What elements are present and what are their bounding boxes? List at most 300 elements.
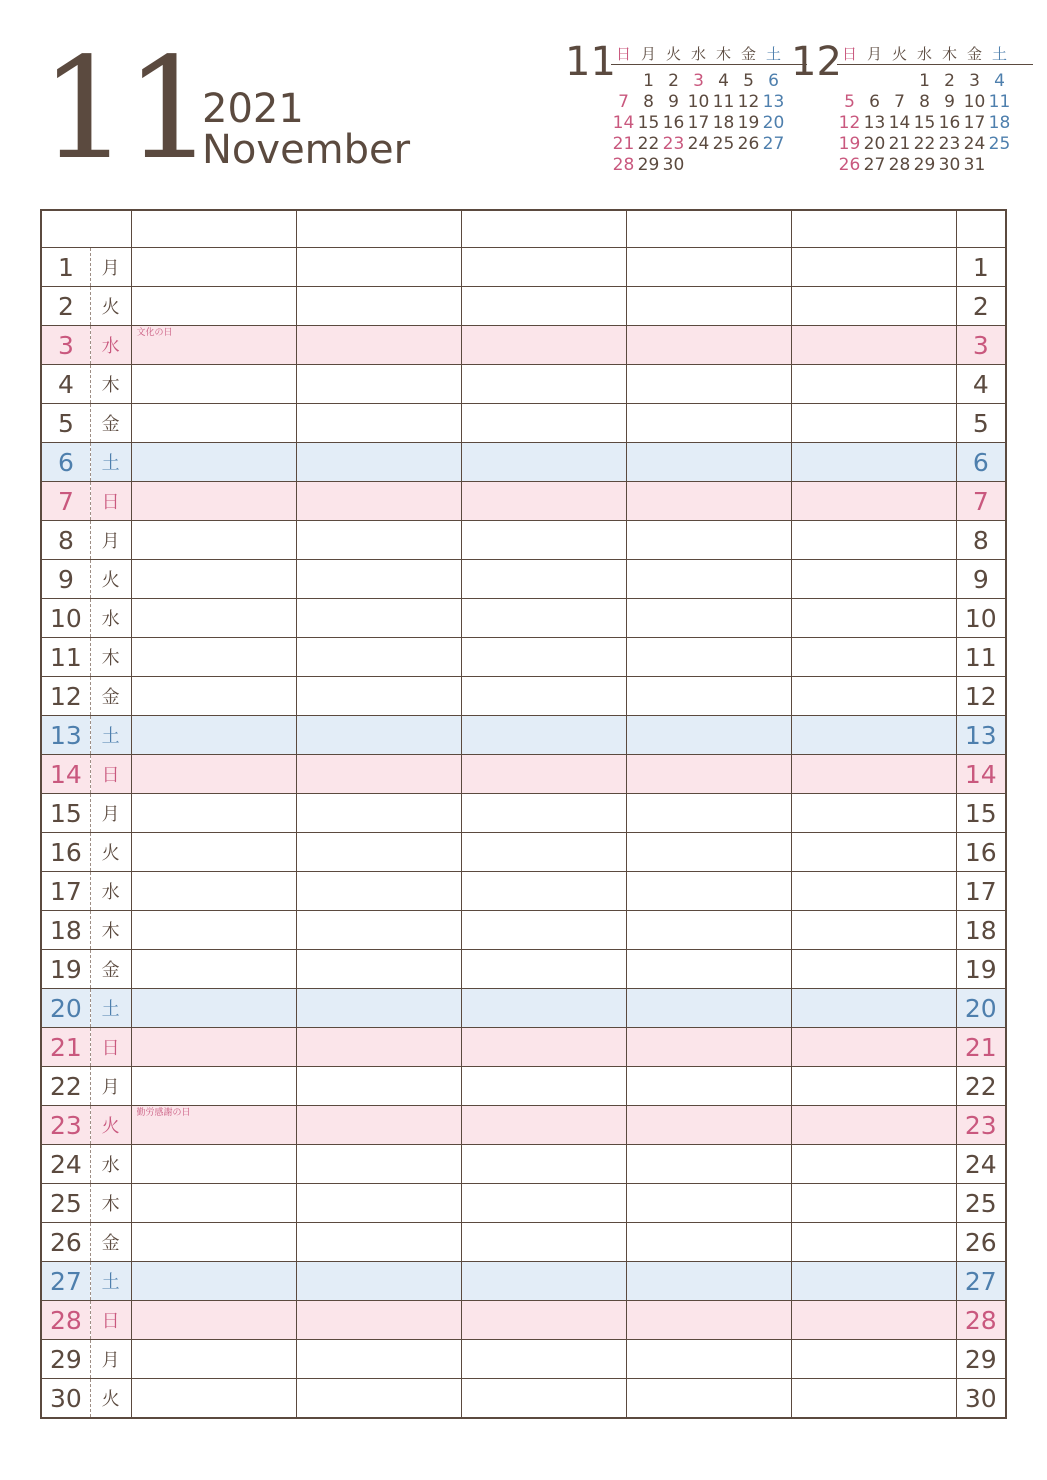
schedule-cell[interactable]	[626, 1184, 791, 1223]
day-row	[41, 326, 1006, 365]
mini-weekday: 土	[991, 45, 1007, 63]
day-row	[41, 1028, 1006, 1067]
day-number-right: 5	[956, 404, 1006, 443]
day-weekday: 日	[90, 1028, 131, 1067]
schedule-cell[interactable]	[791, 521, 956, 560]
schedule-cell[interactable]	[626, 1262, 791, 1301]
month-name-label: November	[202, 127, 411, 173]
schedule-cell[interactable]	[296, 1262, 461, 1301]
schedule-cell[interactable]	[131, 482, 296, 521]
schedule-cell[interactable]	[296, 443, 461, 482]
schedule-cell[interactable]	[626, 911, 791, 950]
day-weekday: 金	[90, 1223, 131, 1262]
mini-calendar-november	[565, 40, 805, 180]
day-number-right: 22	[956, 1067, 1006, 1106]
mini-day: 31	[963, 155, 986, 175]
mini-day: 2	[944, 71, 955, 91]
schedule-cell[interactable]	[131, 833, 296, 872]
day-number: 29	[41, 1340, 90, 1379]
schedule-cell[interactable]	[626, 716, 791, 755]
mini-day: 7	[894, 92, 905, 112]
schedule-cell[interactable]	[131, 365, 296, 404]
day-number: 2	[41, 287, 90, 326]
schedule-cell[interactable]	[791, 1067, 956, 1106]
day-row	[41, 599, 1006, 638]
schedule-cell[interactable]	[131, 1106, 296, 1145]
schedule-cell[interactable]	[296, 755, 461, 794]
schedule-cell[interactable]	[131, 755, 296, 794]
schedule-cell[interactable]	[791, 1262, 956, 1301]
schedule-cell[interactable]	[461, 1262, 626, 1301]
schedule-cell[interactable]	[626, 638, 791, 677]
schedule-cell[interactable]	[131, 989, 296, 1028]
schedule-cell[interactable]	[461, 1145, 626, 1184]
mini-day: 14	[612, 113, 635, 133]
schedule-cell[interactable]	[131, 1379, 296, 1419]
day-weekday: 日	[90, 482, 131, 521]
mini-day: 17	[687, 113, 710, 133]
day-number-right: 15	[956, 794, 1006, 833]
day-row	[41, 1379, 1006, 1419]
day-row	[41, 287, 1006, 326]
schedule-cell[interactable]	[296, 482, 461, 521]
schedule-cell[interactable]	[791, 1184, 956, 1223]
day-number-right: 3	[956, 326, 1006, 365]
schedule-cell[interactable]	[461, 1340, 626, 1379]
schedule-cell[interactable]	[791, 716, 956, 755]
schedule-cell[interactable]	[131, 521, 296, 560]
schedule-cell[interactable]	[791, 1145, 956, 1184]
schedule-cell[interactable]	[296, 1340, 461, 1379]
header-row	[41, 210, 1006, 248]
schedule-cell[interactable]	[791, 1106, 956, 1145]
day-number-right: 20	[956, 989, 1006, 1028]
day-number-right: 17	[956, 872, 1006, 911]
day-row	[41, 1262, 1006, 1301]
day-weekday: 月	[90, 1067, 131, 1106]
mini-day: 4	[718, 71, 729, 91]
schedule-cell[interactable]	[461, 1379, 626, 1419]
schedule-cell[interactable]	[296, 833, 461, 872]
schedule-cell[interactable]	[626, 1340, 791, 1379]
schedule-cell[interactable]	[791, 1028, 956, 1067]
schedule-cell[interactable]	[461, 1067, 626, 1106]
mini-day: 9	[944, 92, 955, 112]
schedule-cell[interactable]	[461, 287, 626, 326]
schedule-cell[interactable]	[131, 1223, 296, 1262]
schedule-cell[interactable]	[626, 287, 791, 326]
schedule-cell[interactable]	[626, 1106, 791, 1145]
schedule-cell[interactable]	[791, 599, 956, 638]
schedule-cell[interactable]	[296, 989, 461, 1028]
schedule-cell[interactable]	[791, 833, 956, 872]
day-weekday: 日	[90, 755, 131, 794]
mini-day: 1	[643, 71, 654, 91]
schedule-cell[interactable]	[296, 1379, 461, 1419]
day-number: 10	[41, 599, 90, 638]
day-row	[41, 872, 1006, 911]
day-weekday: 火	[90, 833, 131, 872]
header-cell[interactable]	[90, 210, 131, 248]
mini-day: 12	[737, 92, 760, 112]
schedule-cell[interactable]	[626, 1301, 791, 1340]
schedule-cell[interactable]	[296, 560, 461, 599]
mini-day: 5	[844, 92, 855, 112]
mini-day: 13	[863, 113, 886, 133]
mini-day: 16	[938, 113, 961, 133]
day-weekday: 木	[90, 911, 131, 950]
mini-calendar-month: 11	[565, 39, 616, 85]
schedule-cell[interactable]	[131, 638, 296, 677]
schedule-cell[interactable]	[296, 1184, 461, 1223]
schedule-cell[interactable]	[791, 1301, 956, 1340]
day-weekday: 火	[90, 287, 131, 326]
day-number: 25	[41, 1184, 90, 1223]
day-weekday: 土	[90, 443, 131, 482]
schedule-cell[interactable]	[791, 911, 956, 950]
schedule-cell[interactable]	[296, 287, 461, 326]
schedule-cell[interactable]	[461, 443, 626, 482]
mini-day: 6	[768, 71, 779, 91]
day-number-right: 18	[956, 911, 1006, 950]
schedule-cell[interactable]	[626, 1379, 791, 1419]
mini-calendar-days	[611, 71, 807, 176]
schedule-cell[interactable]	[626, 989, 791, 1028]
day-weekday: 月	[90, 1340, 131, 1379]
schedule-cell[interactable]	[296, 1106, 461, 1145]
day-row	[41, 404, 1006, 443]
day-row	[41, 1067, 1006, 1106]
schedule-cell[interactable]	[461, 716, 626, 755]
day-number-right: 1	[956, 248, 1006, 287]
mini-day: 19	[838, 134, 861, 154]
schedule-cell[interactable]	[461, 833, 626, 872]
schedule-cell[interactable]	[296, 599, 461, 638]
mini-day: 18	[988, 113, 1011, 133]
holiday-label: 勤労感謝の日	[136, 1108, 191, 1118]
schedule-cell[interactable]	[626, 365, 791, 404]
schedule-cell[interactable]	[461, 521, 626, 560]
schedule-cell[interactable]	[296, 521, 461, 560]
day-number-right: 11	[956, 638, 1006, 677]
schedule-cell[interactable]	[461, 638, 626, 677]
schedule-cell[interactable]	[626, 794, 791, 833]
schedule-cell[interactable]	[131, 716, 296, 755]
schedule-cell[interactable]	[131, 1340, 296, 1379]
mini-day: 22	[637, 134, 660, 154]
mini-day: 21	[612, 134, 635, 154]
schedule-cell[interactable]	[131, 326, 296, 365]
day-number-right: 23	[956, 1106, 1006, 1145]
schedule-cell[interactable]	[626, 1223, 791, 1262]
schedule-cell[interactable]	[461, 482, 626, 521]
mini-day: 24	[687, 134, 710, 154]
mini-day-blank	[611, 71, 636, 92]
schedule-cell[interactable]	[461, 248, 626, 287]
schedule-cell[interactable]	[461, 365, 626, 404]
day-number: 17	[41, 872, 90, 911]
schedule-cell[interactable]	[791, 248, 956, 287]
schedule-cell[interactable]	[791, 560, 956, 599]
day-weekday: 月	[90, 521, 131, 560]
schedule-cell[interactable]	[791, 443, 956, 482]
day-number: 5	[41, 404, 90, 443]
day-weekday: 水	[90, 599, 131, 638]
day-row	[41, 521, 1006, 560]
day-row	[41, 677, 1006, 716]
day-row	[41, 365, 1006, 404]
day-row	[41, 482, 1006, 521]
header-cell[interactable]	[791, 210, 956, 248]
day-row	[41, 755, 1006, 794]
schedule-cell[interactable]	[296, 950, 461, 989]
mini-weekday: 日	[841, 45, 857, 63]
header-cell[interactable]	[626, 210, 791, 248]
day-number: 8	[41, 521, 90, 560]
day-row	[41, 1106, 1006, 1145]
day-weekday: 月	[90, 248, 131, 287]
day-number: 3	[41, 326, 90, 365]
schedule-cell[interactable]	[131, 794, 296, 833]
mini-day: 11	[712, 92, 735, 112]
header-cell[interactable]	[956, 210, 1006, 248]
schedule-cell[interactable]	[131, 1184, 296, 1223]
mini-weekday: 木	[715, 45, 731, 63]
mini-day: 30	[662, 155, 685, 175]
schedule-cell[interactable]	[626, 1028, 791, 1067]
schedule-cell[interactable]	[791, 989, 956, 1028]
mini-day: 11	[988, 92, 1011, 112]
schedule-cell[interactable]	[461, 599, 626, 638]
schedule-cell[interactable]	[626, 1067, 791, 1106]
day-number: 11	[41, 638, 90, 677]
schedule-cell[interactable]	[296, 911, 461, 950]
mini-weekday: 火	[665, 45, 681, 63]
mini-weekday: 月	[866, 45, 882, 63]
header-cell[interactable]	[461, 210, 626, 248]
mini-calendar-december	[791, 40, 1031, 180]
mini-day: 27	[762, 134, 785, 154]
mini-day: 21	[888, 134, 911, 154]
mini-weekday: 火	[891, 45, 907, 63]
schedule-cell[interactable]	[791, 950, 956, 989]
mini-calendar-weekdays	[611, 44, 807, 65]
day-number-right: 2	[956, 287, 1006, 326]
schedule-cell[interactable]	[791, 365, 956, 404]
schedule-cell[interactable]	[461, 1106, 626, 1145]
schedule-cell[interactable]	[296, 1223, 461, 1262]
day-number: 4	[41, 365, 90, 404]
schedule-cell[interactable]	[791, 794, 956, 833]
day-row	[41, 1340, 1006, 1379]
schedule-cell[interactable]	[461, 755, 626, 794]
mini-weekday: 月	[640, 45, 656, 63]
schedule-cell[interactable]	[296, 248, 461, 287]
day-weekday: 月	[90, 794, 131, 833]
schedule-cell[interactable]	[131, 248, 296, 287]
mini-day: 12	[838, 113, 861, 133]
schedule-cell[interactable]	[131, 1262, 296, 1301]
day-row	[41, 1184, 1006, 1223]
day-weekday: 日	[90, 1301, 131, 1340]
schedule-cell[interactable]	[791, 1340, 956, 1379]
schedule-cell[interactable]	[461, 1223, 626, 1262]
schedule-cell[interactable]	[131, 1028, 296, 1067]
day-number: 6	[41, 443, 90, 482]
schedule-cell[interactable]	[626, 248, 791, 287]
header-cell[interactable]	[131, 210, 296, 248]
year-label: 2021	[202, 86, 304, 132]
mini-weekday: 金	[966, 45, 982, 63]
schedule-cell[interactable]	[791, 677, 956, 716]
day-weekday: 金	[90, 950, 131, 989]
schedule-cell[interactable]	[791, 755, 956, 794]
schedule-cell[interactable]	[131, 872, 296, 911]
day-number: 12	[41, 677, 90, 716]
schedule-cell[interactable]	[626, 482, 791, 521]
schedule-cell[interactable]	[626, 443, 791, 482]
day-row	[41, 1223, 1006, 1262]
mini-day: 30	[938, 155, 961, 175]
mini-day-blank	[887, 71, 912, 92]
schedule-cell[interactable]	[626, 521, 791, 560]
day-number: 18	[41, 911, 90, 950]
schedule-cell[interactable]	[791, 404, 956, 443]
schedule-cell[interactable]	[296, 638, 461, 677]
schedule-cell[interactable]	[791, 638, 956, 677]
day-number: 26	[41, 1223, 90, 1262]
schedule-cell[interactable]	[461, 560, 626, 599]
schedule-cell[interactable]	[461, 911, 626, 950]
day-weekday: 火	[90, 560, 131, 599]
schedule-cell[interactable]	[131, 1145, 296, 1184]
schedule-cell[interactable]	[296, 1067, 461, 1106]
day-number: 30	[41, 1379, 90, 1419]
schedule-cell[interactable]	[791, 1379, 956, 1419]
day-number: 20	[41, 989, 90, 1028]
mini-day: 26	[737, 134, 760, 154]
mini-day: 28	[612, 155, 635, 175]
mini-day: 6	[869, 92, 880, 112]
schedule-cell[interactable]	[131, 404, 296, 443]
mini-weekday: 水	[916, 45, 932, 63]
mini-day: 1	[919, 71, 930, 91]
day-number-right: 30	[956, 1379, 1006, 1419]
mini-day: 8	[643, 92, 654, 112]
day-number-right: 24	[956, 1145, 1006, 1184]
day-weekday: 水	[90, 326, 131, 365]
schedule-cell[interactable]	[626, 755, 791, 794]
day-row	[41, 716, 1006, 755]
mini-day: 5	[743, 71, 754, 91]
schedule-cell[interactable]	[791, 1223, 956, 1262]
day-number: 24	[41, 1145, 90, 1184]
mini-day: 15	[913, 113, 936, 133]
schedule-cell[interactable]	[791, 482, 956, 521]
mini-day: 19	[737, 113, 760, 133]
schedule-cell[interactable]	[296, 677, 461, 716]
schedule-cell[interactable]	[626, 560, 791, 599]
holiday-label: 文化の日	[136, 328, 173, 338]
schedule-cell[interactable]	[131, 1067, 296, 1106]
schedule-cell[interactable]	[131, 599, 296, 638]
schedule-cell[interactable]	[791, 326, 956, 365]
day-row	[41, 248, 1006, 287]
schedule-cell[interactable]	[296, 1145, 461, 1184]
day-number-right: 4	[956, 365, 1006, 404]
schedule-cell[interactable]	[461, 872, 626, 911]
header-cell[interactable]	[41, 210, 90, 248]
mini-weekday: 木	[941, 45, 957, 63]
schedule-cell[interactable]	[296, 404, 461, 443]
schedule-cell[interactable]	[626, 326, 791, 365]
schedule-cell[interactable]	[296, 1028, 461, 1067]
mini-calendar-weekdays	[837, 44, 1033, 65]
day-number: 14	[41, 755, 90, 794]
mini-weekday: 土	[765, 45, 781, 63]
day-row	[41, 560, 1006, 599]
schedule-cell[interactable]	[461, 794, 626, 833]
schedule-cell[interactable]	[131, 443, 296, 482]
schedule-cell[interactable]	[296, 716, 461, 755]
schedule-cell[interactable]	[296, 872, 461, 911]
schedule-cell[interactable]	[626, 950, 791, 989]
schedule-cell[interactable]	[626, 404, 791, 443]
header-cell[interactable]	[296, 210, 461, 248]
mini-day: 10	[963, 92, 986, 112]
day-number-right: 28	[956, 1301, 1006, 1340]
schedule-cell[interactable]	[461, 989, 626, 1028]
schedule-cell[interactable]	[296, 326, 461, 365]
day-number: 15	[41, 794, 90, 833]
mini-day: 26	[838, 155, 861, 175]
schedule-cell[interactable]	[626, 599, 791, 638]
schedule-cell[interactable]	[461, 326, 626, 365]
schedule-cell[interactable]	[626, 872, 791, 911]
schedule-cell[interactable]	[461, 1028, 626, 1067]
schedule-cell[interactable]	[296, 365, 461, 404]
day-number: 1	[41, 248, 90, 287]
mini-weekday: 金	[740, 45, 756, 63]
schedule-cell[interactable]	[131, 1301, 296, 1340]
schedule-cell[interactable]	[626, 677, 791, 716]
schedule-cell[interactable]	[626, 833, 791, 872]
schedule-cell[interactable]	[461, 1184, 626, 1223]
schedule-cell[interactable]	[461, 950, 626, 989]
mini-day: 29	[913, 155, 936, 175]
schedule-cell[interactable]	[791, 287, 956, 326]
day-number: 23	[41, 1106, 90, 1145]
day-weekday: 火	[90, 1379, 131, 1419]
schedule-cell[interactable]	[296, 1301, 461, 1340]
mini-day: 22	[913, 134, 936, 154]
day-number-right: 9	[956, 560, 1006, 599]
schedule-cell[interactable]	[131, 287, 296, 326]
mini-day: 16	[662, 113, 685, 133]
schedule-cell[interactable]	[131, 677, 296, 716]
day-number: 27	[41, 1262, 90, 1301]
schedule-cell[interactable]	[626, 1145, 791, 1184]
schedule-cell[interactable]	[461, 1301, 626, 1340]
schedule-cell[interactable]	[131, 950, 296, 989]
schedule-cell[interactable]	[461, 677, 626, 716]
day-weekday: 火	[90, 1106, 131, 1145]
schedule-cell[interactable]	[131, 911, 296, 950]
schedule-cell[interactable]	[296, 794, 461, 833]
schedule-cell[interactable]	[791, 872, 956, 911]
schedule-cell[interactable]	[461, 404, 626, 443]
schedule-cell[interactable]	[131, 560, 296, 599]
